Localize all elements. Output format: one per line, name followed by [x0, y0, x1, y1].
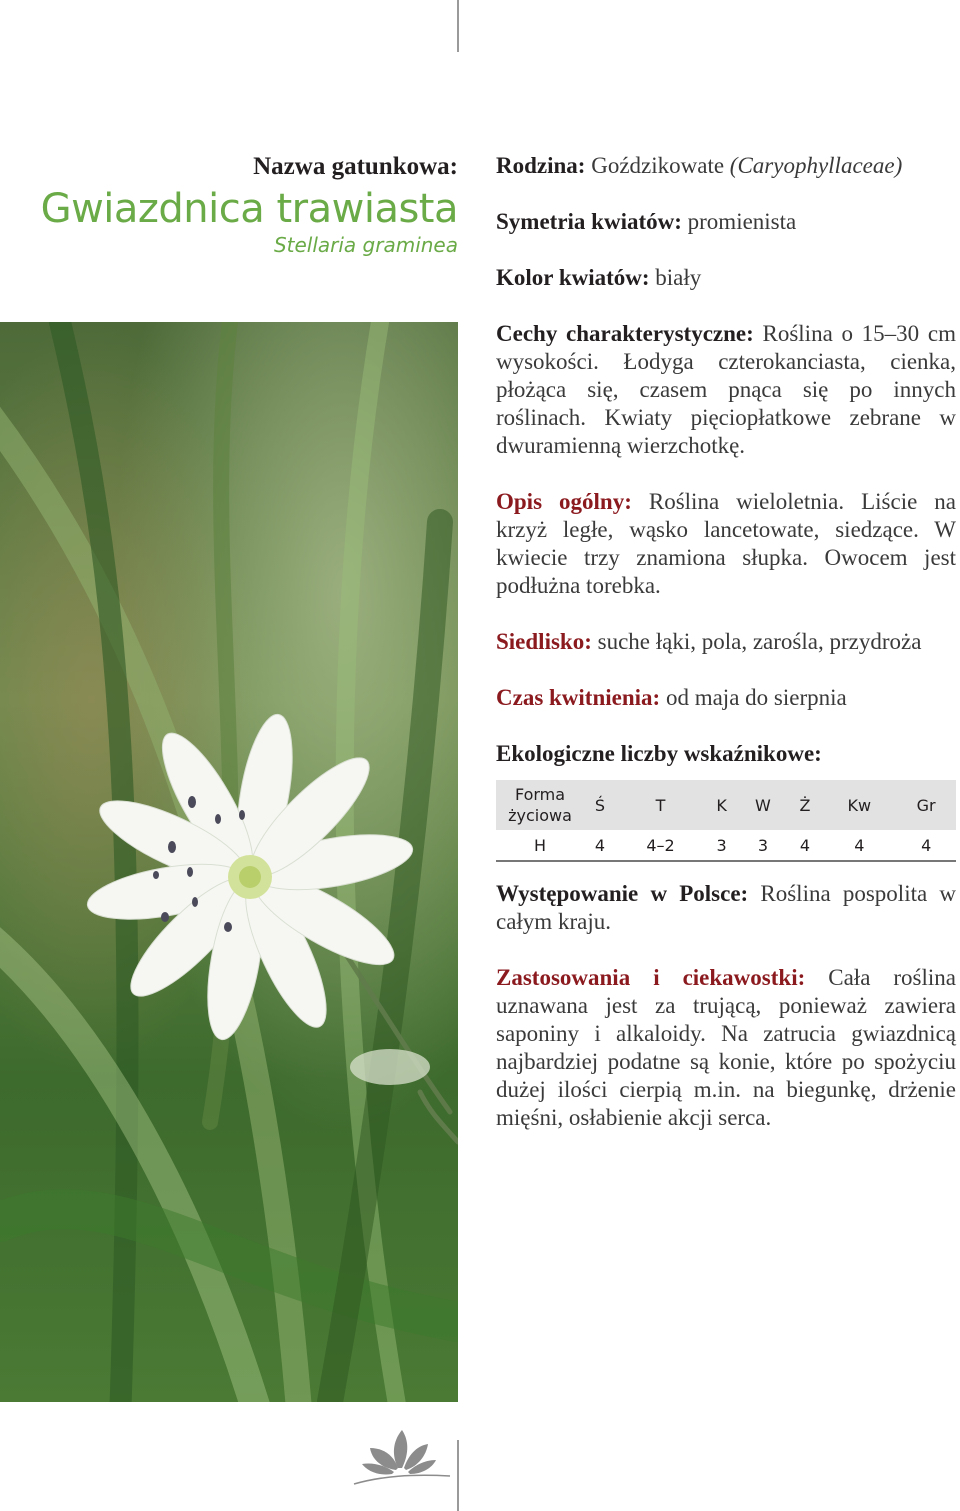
eco-table-row — [496, 830, 956, 861]
uses-label: Zastosowania i ciekawostki: — [496, 965, 806, 990]
color-entry — [496, 264, 956, 292]
symmetry-label: Symetria kwiatów: — [496, 209, 682, 234]
eco-header-cell: Ś — [584, 780, 616, 830]
symmetry-entry — [496, 208, 956, 236]
family-value: Goździkowate — [591, 153, 725, 178]
eco-value-cell: 4 — [788, 830, 822, 861]
eco-header-cell: W — [738, 780, 788, 830]
family-entry — [496, 152, 956, 180]
eco-value-cell: 4 — [584, 830, 616, 861]
habitat-label: Siedlisko: — [496, 629, 592, 654]
eco-value-cell: 3 — [705, 830, 738, 861]
flower-photo — [0, 322, 458, 1402]
eco-header-cell: Kw — [822, 780, 896, 830]
eco-table-heading: Ekologiczne liczby wskaźnikowe: — [496, 741, 822, 766]
habitat-entry — [496, 628, 956, 656]
flowering-label: Czas kwitnienia: — [496, 685, 661, 710]
species-header — [18, 150, 458, 258]
description-value: Roślina wieloletnia. Liście na krzyż ległe, wąsko lancetowate, siedzące. W kwiecie trzy znamiona słupka. Owocem jest podłużna torebka. — [496, 489, 956, 598]
habitat-value: suche łąki, pola, zarośla, przydroża — [597, 629, 922, 654]
eco-header-cell: Gr — [896, 780, 956, 830]
eco-header-cell: T — [616, 780, 705, 830]
uses-entry — [496, 964, 956, 1132]
occurrence-value: Roślina pospolita w całym kraju. — [496, 881, 956, 934]
eco-header-cell: Ż — [788, 780, 822, 830]
divider-line-top — [457, 0, 459, 52]
color-value: biały — [655, 265, 702, 290]
eco-value-cell: 4–2 — [616, 830, 705, 861]
occurrence-label: Występowanie w Polsce: — [496, 881, 749, 906]
features-entry — [496, 320, 956, 460]
eco-value-cell: H — [496, 830, 584, 861]
color-label: Kolor kwiatów: — [496, 265, 650, 290]
family-latin: (Caryophyllaceae) — [729, 153, 903, 178]
species-label: Nazwa gatunkowa: — [253, 153, 458, 180]
eco-header-cell: K — [705, 780, 738, 830]
family-label: Rodzina: — [496, 153, 586, 178]
latin-name: Stellaria graminea — [273, 233, 458, 257]
description-entry — [496, 488, 956, 600]
leaf-logo-icon — [352, 1428, 452, 1492]
features-label: Cechy charakterystyczne: — [496, 321, 754, 346]
eco-value-cell: 4 — [822, 830, 896, 861]
flowering-value: od maja do sierpnia — [665, 685, 847, 710]
white-star-flower-photo-icon — [0, 322, 458, 1402]
eco-value-cell: 4 — [896, 830, 956, 861]
uses-value: Cała roślina uznawana jest za trującą, ponieważ zawiera saponiny i alkaloidy. Na zatrucia gwiazdnicą najbardziej podatne są konie, które po spożyciu dużej ilości cierpią m.in. na biegunkę, drżenie mięśni, osłabienie akcji serca. — [496, 965, 956, 1130]
common-name: Gwiazdnica trawiasta — [40, 186, 458, 232]
occurrence-entry — [496, 880, 956, 936]
eco-indicator-table — [496, 780, 956, 862]
eco-table-header-row — [496, 780, 956, 830]
flowering-entry — [496, 684, 956, 712]
description-label: Opis ogólny: — [496, 489, 632, 514]
symmetry-value: promienista — [687, 209, 797, 234]
divider-line-bottom — [457, 1440, 459, 1511]
features-value: Roślina o 15–30 cm wysokości. Łodyga czterokanciasta, cienka, płożąca się, czasem pnąca się po innych roślinach. Kwiaty pięciopłatkowe zebrane w dwuramienną wierzchotkę. — [496, 321, 956, 458]
eco-value-cell: 3 — [738, 830, 788, 861]
eco-header-cell: Forma życiowa — [496, 780, 584, 830]
